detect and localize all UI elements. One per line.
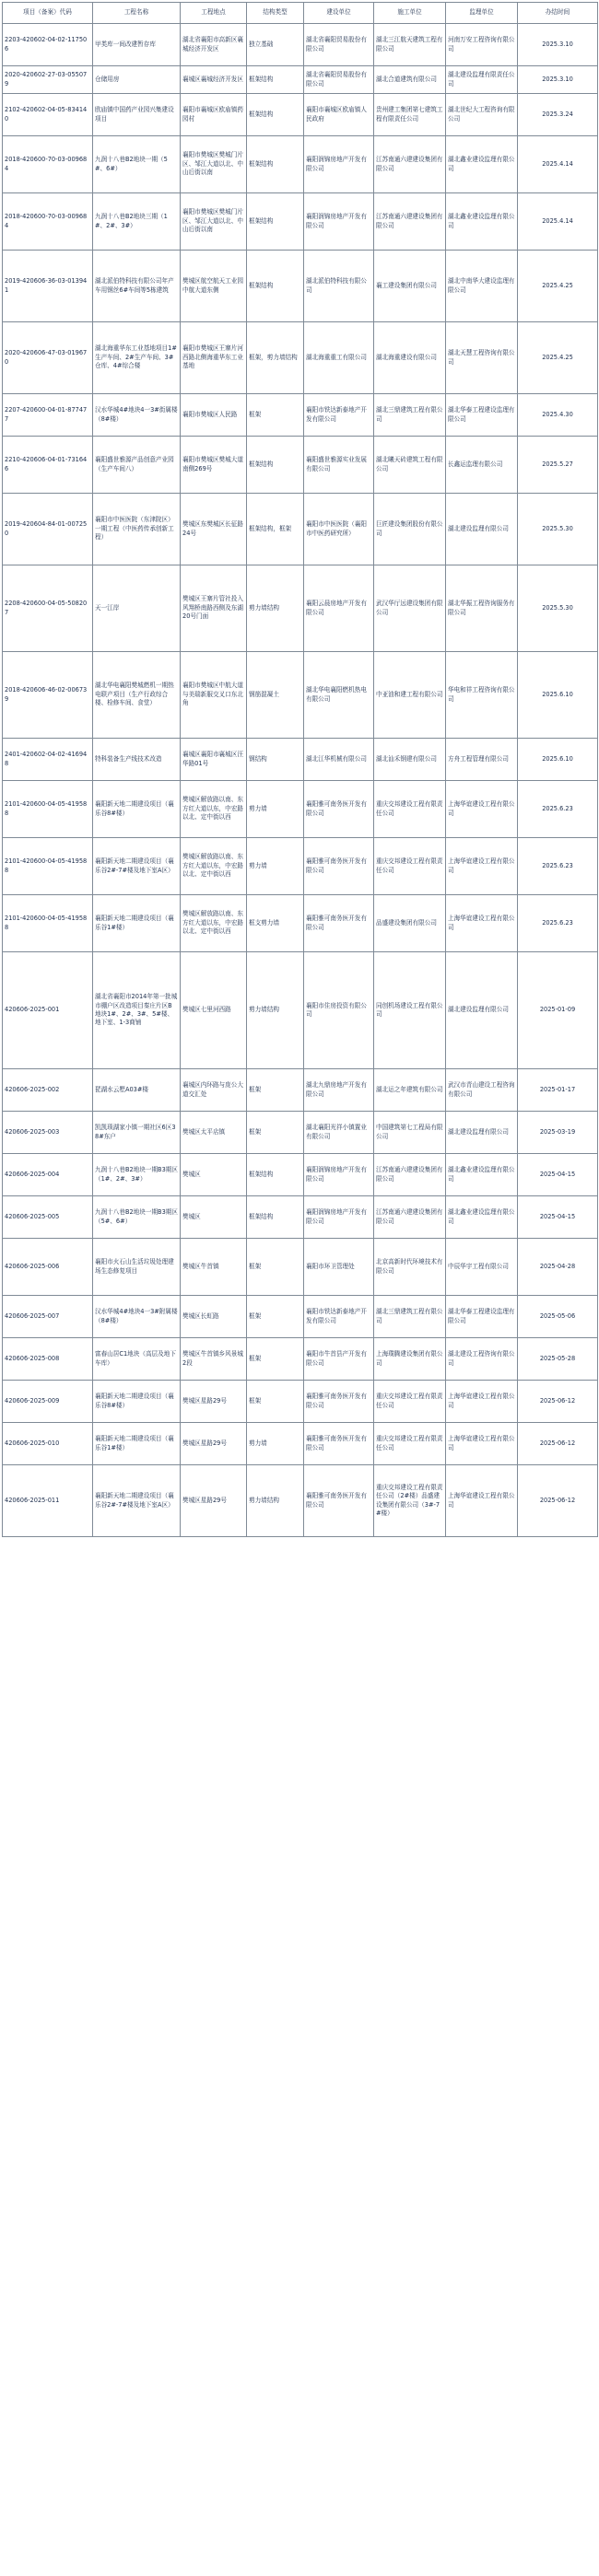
project-location: 樊城区星路29号: [181, 1465, 247, 1537]
constructor-header: 施工单位: [374, 3, 446, 24]
project-location: 樊城区星路29号: [181, 1381, 247, 1423]
project-code: 420606-2025-004: [3, 1154, 93, 1196]
completion-date: 2025.4.30: [518, 394, 598, 437]
project-code: 420606-2025-005: [3, 1196, 93, 1239]
completion-date: 2025-06-12: [518, 1381, 598, 1423]
project-code: 420606-2025-008: [3, 1338, 93, 1381]
project-code: 2210-420606-04-01-731646: [3, 437, 93, 494]
table-row: [3, 322, 598, 394]
project-location: 樊城区牛首镇乡风景城2段: [181, 1338, 247, 1381]
supervision-unit: 河南万安工程咨询有限公司: [446, 24, 518, 66]
project-name-header: 工程名称: [93, 3, 181, 24]
project-location: 樊城区太平店镇: [181, 1112, 247, 1154]
table-row: [3, 193, 598, 251]
table-row: [3, 437, 598, 494]
project-code: 420606-2025-002: [3, 1069, 93, 1112]
supervision-unit: 湖北建设监理有限公司: [446, 952, 518, 1069]
project-name: 甲类库一间改建暂存库: [93, 24, 181, 66]
project-name: 湖北派伯特科技有限公司年产车用钢丝6#车间等5栋建筑: [93, 251, 181, 322]
completion-date: 2025.6.10: [518, 739, 598, 781]
table-row: [3, 1069, 598, 1112]
construction-unit: 湖北三鼎建筑工程有限公司: [374, 394, 446, 437]
structure-type: 框架结构: [247, 94, 304, 136]
completion-date: 2025.5.30: [518, 565, 598, 652]
structure-type: 框架: [247, 394, 304, 437]
supervision-unit: 湖北天慧工程咨询有限公司: [446, 322, 518, 394]
project-name: 汉水华城4#地块4一3#街属楼（8#楼）: [93, 394, 181, 437]
completion-date: 2025-05-28: [518, 1338, 598, 1381]
completion-date: 2025-05-06: [518, 1296, 598, 1338]
structure-type: 剪力墙结构: [247, 1465, 304, 1537]
builder-header: 建设单位: [304, 3, 374, 24]
structure-type: 剪力墙结构: [247, 952, 304, 1069]
project-name: 襄阳新天地二期建设项目（襄乐谷2#-7#楼及地下室A区）: [93, 1465, 181, 1537]
table-row: [3, 1296, 598, 1338]
supervision-unit: 湖北建设监理有限责任公司: [446, 66, 518, 94]
structure-type: 框架: [247, 1112, 304, 1154]
structure-type: 剪力墙: [247, 838, 304, 895]
project-code: 420606-2025-006: [3, 1239, 93, 1296]
builder-unit: 襄阳市环卫管理处: [304, 1239, 374, 1296]
project-code: 2018-420600-70-03-009684: [3, 193, 93, 251]
construction-unit: 贵州建工集团第七建筑工程有限责任公司: [374, 94, 446, 136]
construction-unit: 湖北汕禾钢建有限公司: [374, 739, 446, 781]
project-location: 襄阳市樊城区樊城大道南侧269号: [181, 437, 247, 494]
table-row: [3, 1239, 598, 1296]
builder-unit: 湖北华电襄阳燃机热电有限公司: [304, 652, 374, 739]
project-location: 樊城区: [181, 1196, 247, 1239]
completion-date: 2025-06-12: [518, 1423, 598, 1465]
project-code: 420606-2025-011: [3, 1465, 93, 1537]
builder-unit: 湖北省襄阳贸易股份有限公司: [304, 66, 374, 94]
project-location: 樊城区解放路以南、东方红大道以东，中宏路以北、定中街以西: [181, 781, 247, 838]
table-row: [3, 1338, 598, 1381]
project-code: 2101-420600-04-05-419588: [3, 781, 93, 838]
completion-date: 2025.3.10: [518, 24, 598, 66]
project-location: 樊城区解放路以南、东方红大道以东，中宏路以北、定中街以西: [181, 895, 247, 952]
supervision-unit: 武汉市青山建设工程咨询有限公司: [446, 1069, 518, 1112]
supervisor-header: 监理单位: [446, 3, 518, 24]
project-name: 仓储用房: [93, 66, 181, 94]
project-code: 2208-420600-04-05-508207: [3, 565, 93, 652]
supervision-unit: 上海华谊建设工程有限公司: [446, 1465, 518, 1537]
project-name: 九润十八巷B2地块一期（5#、6#）: [93, 136, 181, 193]
project-location: 樊城区长虹路: [181, 1296, 247, 1338]
table-row: [3, 94, 598, 136]
table-row: [3, 24, 598, 66]
table-row: [3, 494, 598, 565]
structure-type: 框架结构: [247, 136, 304, 193]
table-row: [3, 1196, 598, 1239]
project-name: 富春山居C1地块（高层及地下车库）: [93, 1338, 181, 1381]
builder-unit: 襄阳雅可南务医开发有限公司: [304, 781, 374, 838]
builder-unit: 襄阳雅可南务医开发有限公司: [304, 895, 374, 952]
builder-unit: 湖北海重重工有限公司: [304, 322, 374, 394]
structure-type: 框架: [247, 1296, 304, 1338]
builder-unit: 襄阳云晨房地产开发有限公司: [304, 565, 374, 652]
project-code: 2203-420602-04-02-117506: [3, 24, 93, 66]
completion-date: 2025.3.10: [518, 66, 598, 94]
supervision-unit: 上海华谊建设工程有限公司: [446, 895, 518, 952]
table-row: [3, 394, 598, 437]
project-name: 湖北华电襄阳樊城燃机一期热电联产项目（生产行政综合楼、检修车间、食堂）: [93, 652, 181, 739]
supervision-unit: 上海华谊建设工程有限公司: [446, 781, 518, 838]
project-code: 2018-420600-70-03-009684: [3, 136, 93, 193]
completion-date: 2025.6.23: [518, 781, 598, 838]
construction-unit: 重庆交邦建设工程有限责任公司: [374, 1381, 446, 1423]
project-code: 420606-2025-010: [3, 1423, 93, 1465]
supervision-unit: 湖北建设监理有限公司: [446, 494, 518, 565]
table-row: [3, 1381, 598, 1423]
builder-unit: 襄阳市铁达新泰地产开发有限公司: [304, 1296, 374, 1338]
project-location: 樊城区牛首镇: [181, 1239, 247, 1296]
structure-type: 钢筋混凝土: [247, 652, 304, 739]
project-location: 樊城区航空航天工业园中航大道东侧: [181, 251, 247, 322]
construction-unit: 中国建筑第七工程局有限公司: [374, 1112, 446, 1154]
structure-type: 框架结构: [247, 1154, 304, 1196]
project-location: 襄阳市樊城区樊城门片区、邹江大道以北、中山后街以南: [181, 193, 247, 251]
project-code: 2018-420606-46-02-006739: [3, 652, 93, 739]
project-code: 2101-420600-04-05-419588: [3, 838, 93, 895]
completion-date: 2025.6.23: [518, 895, 598, 952]
construction-unit: 江苏南通六建建设集团有限公司: [374, 1196, 446, 1239]
builder-unit: 襄阳润锦房地产开发有限公司: [304, 136, 374, 193]
completion-date: 2025-06-12: [518, 1465, 598, 1537]
project-location: 襄阳市樊城区樊城门片区、邹江大道以北、中山后街以南: [181, 136, 247, 193]
project-name: 汉水华城4#地块4一3#附属楼（8#楼）: [93, 1296, 181, 1338]
project-table: [2, 2, 598, 1537]
project-location: 樊城区星路29号: [181, 1423, 247, 1465]
completion-date: 2025.4.14: [518, 136, 598, 193]
table-row: [3, 895, 598, 952]
supervision-unit: 上海华谊建设工程有限公司: [446, 1423, 518, 1465]
table-row: [3, 1423, 598, 1465]
project-name: 欧庙镇中国药产业园兴集建设项目: [93, 94, 181, 136]
project-location: 襄阳市襄城区欧庙镇药园村: [181, 94, 247, 136]
location-header: 工程地点: [181, 3, 247, 24]
structure-type: 框架结构: [247, 251, 304, 322]
completion-date-header: 办结时间: [518, 3, 598, 24]
completion-date: 2025.5.30: [518, 494, 598, 565]
project-name: 湖北海重华东工业基地项目1#生产车间、2#生产车间、3#仓库、4#综合楼: [93, 322, 181, 394]
structure-type: 框架结构: [247, 1196, 304, 1239]
construction-unit: 湖北海重建设有限公司: [374, 322, 446, 394]
project-name: 天一江岸: [93, 565, 181, 652]
structure-type: 框架: [247, 1338, 304, 1381]
project-code: 2101-420600-04-05-419588: [3, 895, 93, 952]
structure-type: 框架，剪力墙结构: [247, 322, 304, 394]
construction-unit: 巨匠建设集团股份有限公司: [374, 494, 446, 565]
project-code: 2019-420606-36-03-013941: [3, 251, 93, 322]
supervision-unit: 上海华谊建设工程有限公司: [446, 1381, 518, 1423]
supervision-unit: 中辰华宇工程有限公司: [446, 1239, 518, 1296]
completion-date: 2025.4.25: [518, 322, 598, 394]
table-header-row: [3, 3, 598, 24]
table-row: [3, 136, 598, 193]
builder-unit: 湖北江华机械有限公司: [304, 739, 374, 781]
table-row: [3, 1154, 598, 1196]
project-name: 襄阳市火石山生活垃圾处理建场生态修复项目: [93, 1239, 181, 1296]
project-location: 襄城区襄阳市襄城区汪华路01号: [181, 739, 247, 781]
table-row: [3, 1465, 598, 1537]
builder-unit: 襄阳雅可南务医开发有限公司: [304, 838, 374, 895]
construction-unit: 江苏南通六建建设集团有限公司: [374, 193, 446, 251]
supervision-unit: 湖北中南华大建设监理有限公司: [446, 251, 518, 322]
builder-unit: 襄阳雅可南务医开发有限公司: [304, 1423, 374, 1465]
construction-unit: 江苏南通六建建设集团有限公司: [374, 136, 446, 193]
table-row: [3, 781, 598, 838]
project-name: 襄阳盛世雅源产品创意产业园（生产车间八）: [93, 437, 181, 494]
completion-date: 2025-01-17: [518, 1069, 598, 1112]
supervision-unit: 湖北鑫业建设监理有限公司: [446, 1154, 518, 1196]
project-code: 2020-420606-47-03-019670: [3, 322, 93, 394]
structure-type: 框架: [247, 1381, 304, 1423]
construction-unit: 重庆交邦建设工程有限责任公司: [374, 1423, 446, 1465]
project-name: 襄阳新天地二期建设项目（襄乐谷2#-7#楼及地下室A区）: [93, 838, 181, 895]
supervision-unit: 湖北鑫业建设监理有限公司: [446, 193, 518, 251]
structure-type: 钢结构: [247, 739, 304, 781]
supervision-unit: 湖北鑫业建设监理有限公司: [446, 1196, 518, 1239]
builder-unit: 襄阳市牛首县产开发有限公司: [304, 1338, 374, 1381]
project-name: 凯凯琐湖家小镇一期社区6区38#东户: [93, 1112, 181, 1154]
builder-unit: 襄阳市襄城区欧庙镇人民政府: [304, 94, 374, 136]
project-code: 420606-2025-007: [3, 1296, 93, 1338]
supervision-unit: 湖北建设监理有限公司: [446, 1112, 518, 1154]
supervision-unit: 华电和祥工程咨询有限公司: [446, 652, 518, 739]
construction-unit: 湖北合道建筑有限公司: [374, 66, 446, 94]
builder-unit: 襄阳润锦房地产开发有限公司: [304, 1196, 374, 1239]
structure-type: 框架结构，框架: [247, 494, 304, 565]
construction-unit: 品盛建设集团有限公司: [374, 895, 446, 952]
construction-unit: 重庆交邦建设工程有限责任公司: [374, 781, 446, 838]
project-location: 襄阳市樊城区人民路: [181, 394, 247, 437]
project-location: 樊城区王寨片管社投入风翔桥南路西侧及东湖20号门面: [181, 565, 247, 652]
construction-unit: 重庆交邦建设工程有限责任公司: [374, 838, 446, 895]
completion-date: 2025-01-09: [518, 952, 598, 1069]
builder-unit: 襄阳润锦房地产开发有限公司: [304, 1154, 374, 1196]
project-location: 襄城区内环路与庞公大道交汇处: [181, 1069, 247, 1112]
project-code: 2019-420604-84-01-007250: [3, 494, 93, 565]
construction-unit: 江苏南通六建建设集团有限公司: [374, 1154, 446, 1196]
project-name: 九润十八巷B2地块三期（1#、2#、3#）: [93, 193, 181, 251]
structure-type: 框支剪力墙: [247, 895, 304, 952]
table-row: [3, 1112, 598, 1154]
completion-date: 2025-04-15: [518, 1196, 598, 1239]
completion-date: 2025-04-15: [518, 1154, 598, 1196]
supervision-unit: 湖北鑫业建设监理有限公司: [446, 136, 518, 193]
project-name: 九润十八巷B2地块一期B3期区（5#、6#）: [93, 1196, 181, 1239]
construction-unit: 重庆交邦建设工程有限责任公司（2#楼）品盛建设集团有限公司（3#-7#楼）: [374, 1465, 446, 1537]
structure-type: 框架: [247, 1069, 304, 1112]
project-code: 2020-420602-27-03-055079: [3, 66, 93, 94]
structure-type: 剪力墙: [247, 1423, 304, 1465]
structure-type: 框架结构: [247, 193, 304, 251]
project-location: 襄城区襄城经济开发区: [181, 66, 247, 94]
structure-type: 独立基础: [247, 24, 304, 66]
project-code: 2207-420600-04-01-877477: [3, 394, 93, 437]
structure-type-header: 结构类型: [247, 3, 304, 24]
project-code: 420606-2025-009: [3, 1381, 93, 1423]
completion-date: 2025.6.23: [518, 838, 598, 895]
structure-type: 剪力墙结构: [247, 565, 304, 652]
construction-unit: 湖北三江航天建筑工程有限公司: [374, 24, 446, 66]
construction-unit: 中亚油和建工程有限公司: [374, 652, 446, 739]
builder-unit: 湖北省襄阳贸易股份有限公司: [304, 24, 374, 66]
construction-unit: 湖北三鼎建筑工程有限公司: [374, 1296, 446, 1338]
table-row: [3, 565, 598, 652]
project-name: 襄阳新天地二期建设项目（襄乐谷8#楼）: [93, 1381, 181, 1423]
table-row: [3, 838, 598, 895]
project-name: 襄阳新天地二期建设项目（襄乐谷1#楼）: [93, 895, 181, 952]
builder-unit: 襄阳润锦房地产开发有限公司: [304, 193, 374, 251]
project-location: 襄阳市樊城区中航大道与美瑞新服交叉口东北角: [181, 652, 247, 739]
completion-date: 2025.4.25: [518, 251, 598, 322]
project-code: 2102-420602-04-05-834140: [3, 94, 93, 136]
construction-unit: 湖北曦天砖建筑工程有限公司: [374, 437, 446, 494]
project-name: 琵湖水云墅A03#楼: [93, 1069, 181, 1112]
supervision-unit: 长鑫运监理有限公司: [446, 437, 518, 494]
table-row: [3, 66, 598, 94]
completion-date: 2025.4.14: [518, 193, 598, 251]
supervision-unit: 湖北华泰工程建设监理有限公司: [446, 1296, 518, 1338]
builder-unit: 襄阳雅可南务医开发有限公司: [304, 1381, 374, 1423]
project-location: 樊城区: [181, 1154, 247, 1196]
project-name: 襄阳新天地二期建设项目（襄乐谷8#楼）: [93, 781, 181, 838]
project-name: 湖北省襄阳市2014年第一批城市棚户区改造项目秦庄片区B地块1#、2#、3#、5#楼、地下室、1-3商铺: [93, 952, 181, 1069]
table-row: [3, 251, 598, 322]
builder-unit: 湖北九鼎房地产开发有限公司: [304, 1069, 374, 1112]
project-location: 樊城区东樊城区长征路24号: [181, 494, 247, 565]
supervision-unit: 湖北世纪大工程咨询有限公司: [446, 94, 518, 136]
construction-unit: 襄工建设集团有限公司: [374, 251, 446, 322]
builder-unit: 湖北派伯特科技有限公司: [304, 251, 374, 322]
builder-unit: 襄阳雅可南务医开发有限公司: [304, 1465, 374, 1537]
completion-date: 2025-03-19: [518, 1112, 598, 1154]
completion-date: 2025-04-28: [518, 1239, 598, 1296]
project-code: 420606-2025-001: [3, 952, 93, 1069]
project-location: 湖北省襄阳市高新区襄城经济开发区: [181, 24, 247, 66]
supervision-unit: 湖北华泰工程建设监理有限公司: [446, 394, 518, 437]
builder-unit: 襄阳市铁达新泰地产开发有限公司: [304, 394, 374, 437]
builder-unit: 襄阳市住房投资有限公司: [304, 952, 374, 1069]
builder-unit: 湖北襄阳光祥小镇置业有限公司: [304, 1112, 374, 1154]
table-row: [3, 652, 598, 739]
project-code: 420606-2025-003: [3, 1112, 93, 1154]
table-row: [3, 952, 598, 1069]
supervision-unit: 湖北建设工程咨询有限公司: [446, 1338, 518, 1381]
project-location: 襄阳市樊城区王寨片河西路北侧海重华东工业基地: [181, 322, 247, 394]
supervision-unit: 方舟工程管理有限公司: [446, 739, 518, 781]
construction-unit: 北京高新时代环境技术有限公司: [374, 1239, 446, 1296]
construction-unit: 湖北运之年建筑有限公司: [374, 1069, 446, 1112]
project-location: 樊城区解放路以南、东方红大道以东，中宏路以北、定中街以西: [181, 838, 247, 895]
project-location: 樊城区七里河西路: [181, 952, 247, 1069]
completion-date: 2025.5.27: [518, 437, 598, 494]
completion-date: 2025.3.24: [518, 94, 598, 136]
project-name: 特科装备生产线技术改造: [93, 739, 181, 781]
construction-unit: 上海璞腾建设集团有限公司: [374, 1338, 446, 1381]
structure-type: 框架结构: [247, 437, 304, 494]
table-row: [3, 739, 598, 781]
structure-type: 剪力墙: [247, 781, 304, 838]
supervision-unit: 湖北华振工程咨询服务有限公司: [446, 565, 518, 652]
project-code-header: 项目（备案）代码: [3, 3, 93, 24]
project-name: 襄阳市中医医院（东津院区）一期工程（中医药传承创新工程）: [93, 494, 181, 565]
structure-type: 框架结构: [247, 66, 304, 94]
builder-unit: 襄阳市中医医院（襄阳市中医药研究所）: [304, 494, 374, 565]
construction-unit: 同创机场建设工程有限公司: [374, 952, 446, 1069]
builder-unit: 襄阳盛世雅源实业发展有限公司: [304, 437, 374, 494]
table-body: [3, 24, 598, 1537]
completion-date: 2025.6.10: [518, 652, 598, 739]
project-code: 2401-420602-04-02-416948: [3, 739, 93, 781]
structure-type: 框架: [247, 1239, 304, 1296]
construction-unit: 武汉华厅远建设集团有限公司: [374, 565, 446, 652]
project-name: 襄阳新天地二期建设项目（襄乐谷1#楼）: [93, 1423, 181, 1465]
supervision-unit: 上海华谊建设工程有限公司: [446, 838, 518, 895]
project-name: 九润十八巷B2地块一期B3期区（1#、2#、3#）: [93, 1154, 181, 1196]
